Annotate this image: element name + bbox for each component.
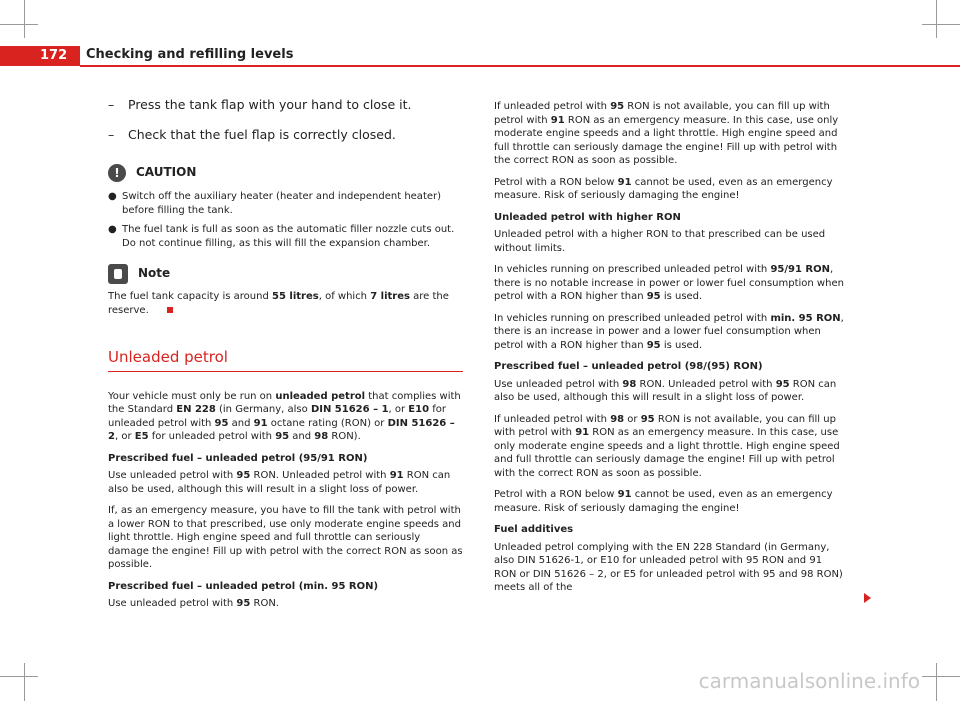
caution-text: The fuel tank is full as soon as the automatic filler nozzle cuts out. Do not continue filling, as this will fill the expansion chamber. <box>122 224 455 249</box>
paragraph: If unleaded petrol with 98 or 95 RON is not available, you can fill up with petrol with 91 RON as an emergency measure. In this case, use only moderate engine speeds and a light throttle. High engine speed and full throttle can seriously damage the engine! Fill up with petrol with the correct RON as soon as possible. <box>494 413 840 479</box>
paragraph: Petrol with a RON below 91 cannot be used, even as an emergency measure. Risk of seriously damaging the engine! <box>494 489 833 514</box>
note-header <box>108 264 463 284</box>
subheading: Unleaded petrol with higher RON <box>494 211 681 223</box>
end-of-section-icon <box>167 307 173 313</box>
paragraph: Unleaded petrol with a higher RON to that prescribed can be used without limits. <box>494 229 826 254</box>
paragraph: Use unleaded petrol with 95 RON. <box>108 598 279 609</box>
right-column <box>494 100 846 608</box>
step-item <box>108 96 463 114</box>
left-column <box>108 96 463 619</box>
step-text: Press the tank flap with your hand to close it. <box>128 97 412 112</box>
bullet-dot: ● <box>108 224 117 235</box>
section-title: Unleaded petrol <box>108 348 228 366</box>
crop-mark <box>0 676 38 677</box>
note-title: Note <box>138 266 171 281</box>
crop-mark <box>922 24 960 25</box>
paragraph: Petrol with a RON below 91 cannot be used, even as an emergency measure. Risk of seriously damaging the engine! <box>494 176 833 201</box>
note-icon <box>108 264 128 284</box>
subheading: Prescribed fuel – unleaded petrol (98/(95) RON) <box>494 361 763 372</box>
note-text: The fuel tank capacity is around 55 litres, of which 7 litres are the reserve. <box>108 291 449 316</box>
page-title: Checking and refilling levels <box>86 47 294 62</box>
crop-mark <box>936 0 937 38</box>
intro-paragraph: Your vehicle must only be run on unleaded petrol that complies with the Standard EN 228 (in Germany, also DIN 51626 – 1, or E10 for unleaded petrol with 95 and 91 octane rating (RON) or DIN 51626 – 2, or E5 for unleaded petrol with 95 and 98 RON). <box>108 390 461 442</box>
step-text: Check that the fuel flap is correctly closed. <box>128 127 396 142</box>
watermark: carmanualsonline.info <box>698 669 920 693</box>
crop-mark <box>0 24 38 25</box>
subheading: Prescribed fuel – unleaded petrol (95/91 RON) <box>108 452 368 464</box>
bullet-dot: ● <box>108 191 117 202</box>
paragraph: If unleaded petrol with 95 RON is not available, you can fill up with petrol with 91 RON as an emergency measure. In this case, use only moderate engine speeds and a light throttle. High engine speed and full throttle can seriously damage the engine! Fill up with petrol with the correct RON as soon as possible. <box>494 101 839 166</box>
paragraph: If, as an emergency measure, you have to fill the tank with petrol with a lower RON to that prescribed, use only moderate engine speeds and light throttle. High engine speed and full throttle can seriously damage the engine! Fill up with petrol with the correct RON as soon as possible. <box>108 505 463 570</box>
header-rule <box>80 65 960 67</box>
caution-title: CAUTION <box>136 165 197 180</box>
subheading: Fuel additives <box>494 524 574 535</box>
dash-mark: – <box>108 97 115 112</box>
crop-mark <box>922 676 960 677</box>
crop-mark <box>24 0 25 38</box>
caution-bullet <box>108 190 463 217</box>
subheading: Prescribed fuel – unleaded petrol (min. 95 RON) <box>108 580 379 592</box>
warning-icon: ! <box>108 164 126 182</box>
step-item <box>108 126 463 144</box>
caution-bullet <box>108 223 463 250</box>
paragraph: Unleaded petrol complying with the EN 228 Standard (in Germany, also DIN 51626-1, or E10 for unleaded petrol with 95 RON and 91 RON or DIN 51626 – 2, or E5 for unleaded petrol with 95 and 98 RON) meets all of the <box>494 541 843 593</box>
dash-mark: – <box>108 127 115 142</box>
caution-text: Switch off the auxiliary heater (heater and independent heater) before filling the tank. <box>122 191 442 216</box>
paragraph: In vehicles running on prescribed unleaded petrol with min. 95 RON, there is an increase in power and a lower fuel consumption when petrol with a RON higher than 95 is used. <box>494 312 844 351</box>
crop-mark <box>24 663 25 701</box>
paragraph: Use unleaded petrol with 98 RON. Unleaded petrol with 95 RON can also be used, although this will result in a slight loss of power. <box>494 378 837 403</box>
caution-header <box>108 164 463 182</box>
paragraph: In vehicles running on prescribed unleaded petrol with 95/91 RON, there is no notable increase in power or lower fuel consumption when petrol with a RON higher than 95 is used. <box>494 264 844 302</box>
paragraph: Use unleaded petrol with 95 RON. Unleaded petrol with 91 RON can also be used, although this will result in a slight loss of power. <box>108 470 451 495</box>
crop-mark <box>936 663 937 701</box>
page-number: 172 <box>0 46 80 66</box>
continue-arrow-icon <box>864 593 871 603</box>
section-rule <box>108 371 463 372</box>
